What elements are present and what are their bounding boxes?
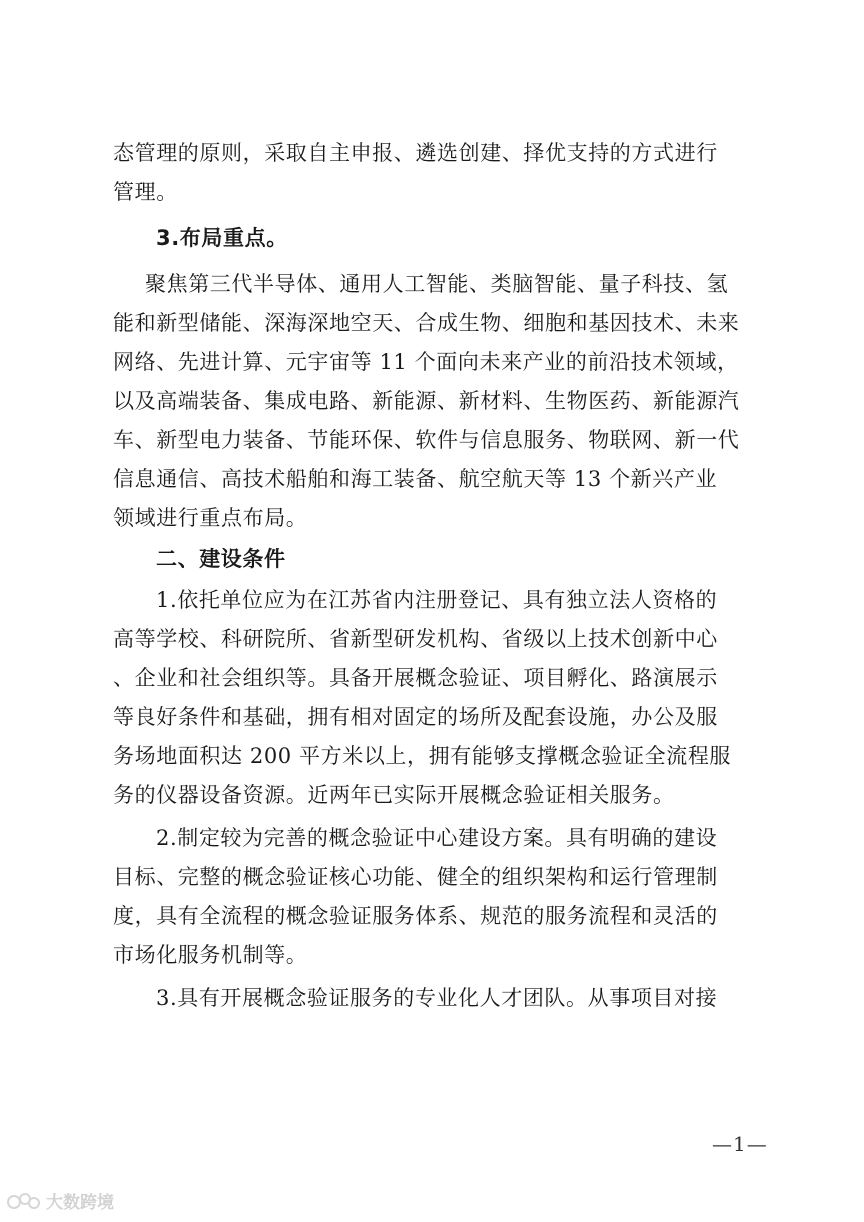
- text-line: 务场地面积达 200 平方米以上，拥有能够支撑概念验证全流程服: [113, 744, 732, 768]
- text-line: 2.制定较为完善的概念验证中心建设方案。具有明确的建设: [156, 826, 718, 850]
- watermark-logo-icon: [6, 1190, 42, 1212]
- text-line: 1.依托单位应为在江苏省内注册登记、具有独立法人资格的: [156, 588, 718, 612]
- paragraph-management-principle: [113, 134, 753, 212]
- text-line: 目标、完整的概念验证核心功能、健全的组织架构和运行管理制: [113, 865, 718, 889]
- heading-text: 二、建设条件: [156, 547, 286, 571]
- watermark-text: 大数跨境: [46, 1193, 114, 1213]
- text-line: 市场化服务机制等。: [113, 943, 308, 967]
- heading-text: 3.布局重点。: [156, 226, 288, 250]
- text-line: 信息通信、高技术船舶和海工装备、航空航天等 13 个新兴产业: [113, 467, 718, 491]
- text-line: 车、新型电力装备、节能环保、软件与信息服务、物联网、新一代: [113, 428, 740, 452]
- text-line: 等良好条件和基础，拥有相对固定的场所及配套设施，办公及服: [113, 705, 718, 729]
- paragraph-condition-2: [113, 819, 753, 975]
- text-line: 能和新型储能、深海深地空天、合成生物、细胞和基因技术、未来: [113, 311, 740, 335]
- section-heading-construction-conditions: [113, 540, 753, 579]
- paragraph-condition-1: [113, 581, 753, 815]
- paragraph-condition-3: [113, 979, 753, 1018]
- document-body: [113, 134, 753, 1018]
- section-heading-layout-focus: [113, 219, 753, 258]
- text-line: 3.具有开展概念验证服务的专业化人才团队。从事项目对接: [156, 986, 718, 1010]
- text-line: 管理。: [113, 180, 178, 204]
- text-line: 网络、先进计算、元宇宙等 11 个面向未来产业的前沿技术领域，: [113, 350, 739, 374]
- text-line: 领域进行重点布局。: [113, 506, 308, 530]
- paragraph-layout-focus: [113, 265, 753, 538]
- text-line: 务的仪器设备资源。近两年已实际开展概念验证相关服务。: [113, 783, 675, 807]
- watermark: [6, 1188, 114, 1213]
- text-line: 聚焦第三代半导体、通用人工智能、类脑智能、量子科技、氢: [145, 272, 729, 296]
- text-line: 度，具有全流程的概念验证服务体系、规范的服务流程和灵活的: [113, 904, 718, 928]
- text-line: 以及高端装备、集成电路、新能源、新材料、生物医药、新能源汽: [113, 389, 740, 413]
- text-line: 高等学校、科研院所、省新型研发机构、省级以上技术创新中心: [113, 627, 718, 651]
- text-line: 态管理的原则，采取自主申报、遴选创建、择优支持的方式进行: [113, 141, 718, 165]
- page-number: —1—: [712, 1132, 768, 1156]
- text-line: 、企业和社会组织等。具备开展概念验证、项目孵化、路演展示: [113, 666, 718, 690]
